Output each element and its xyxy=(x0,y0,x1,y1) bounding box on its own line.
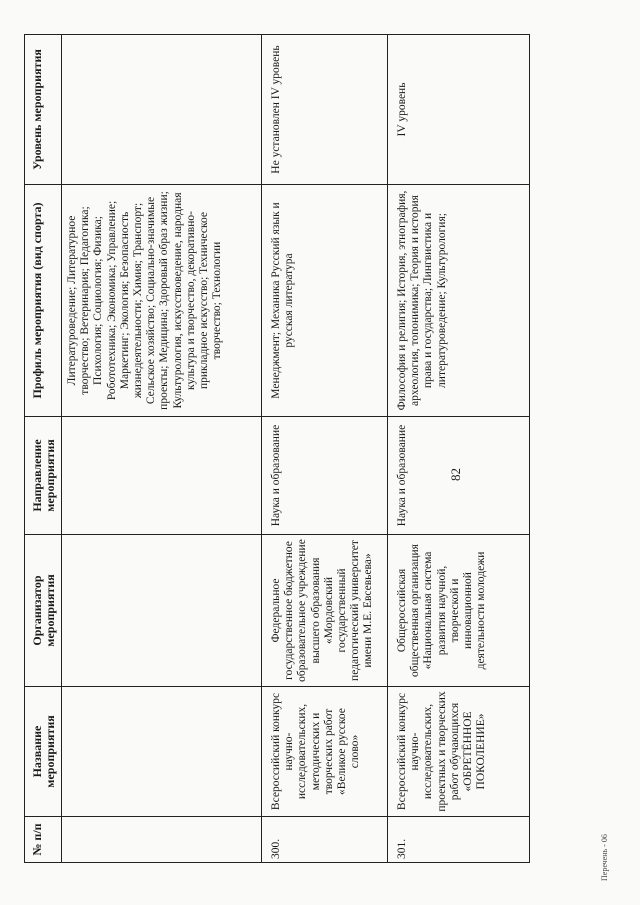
table-header-row xyxy=(25,35,62,863)
cell-num: 301. xyxy=(388,817,530,863)
cell-level: Не установлен IV уровень xyxy=(262,35,388,185)
cell-organizer: Федеральное государственное бюджетное образовательное учреждение высшего образования «Мордовский государственный педагогический университет имени М.Е. Евсевьева» xyxy=(262,535,388,687)
table-row xyxy=(62,35,262,863)
cell-name xyxy=(62,687,262,817)
events-table xyxy=(24,34,530,863)
cell-num: 300. xyxy=(262,817,388,863)
footer-text: Перечень - 06 xyxy=(600,834,609,881)
cell-name: Всероссийский конкурс научно-исследовательских, проектных и творческих работ обучающихся «ОБРЕТЁННОЕ ПОКОЛЕНИЕ» xyxy=(388,687,530,817)
table-row xyxy=(262,35,388,863)
page-number: 82 xyxy=(448,468,463,481)
table-row xyxy=(388,35,530,863)
cell-level xyxy=(62,35,262,185)
header-name: Название мероприятия xyxy=(25,687,62,817)
header-organizer: Организатор мероприятия xyxy=(25,535,62,687)
header-direction: Направление мероприятия xyxy=(25,417,62,535)
cell-direction: Наука и образование xyxy=(262,417,388,535)
cell-profile: Философия и религия; История, этнография, археология, топонимика; Теория и история права и государства; Лингвистика и литературоведение; Культурология; xyxy=(388,185,530,417)
header-level: Уровень мероприятия xyxy=(25,35,62,185)
cell-organizer: Общероссийская общественная организация «Национальная система развития научной, творческой и инновационной деятельности молодежи xyxy=(388,535,530,687)
cell-organizer xyxy=(62,535,262,687)
cell-num xyxy=(62,817,262,863)
header-profile: Профиль мероприятия (вид спорта) xyxy=(25,185,62,417)
header-num: № п/п xyxy=(25,817,62,863)
cell-profile: Литературоведение; Литературное творчество; Ветеринария; Педагогика; Психология; Социология; Физика; Робототехника; Экономика; Управление; Маркетинг; Экология; Безопасность жизнедеятельности; Химия; Транспорт; Сельское хозяйство; Социально-значимые проекты; Медицина; Здоровый образ жизни; Культурология, искусствоведение, народная культура и творчество, декоративно-прикладное искусство; Техническое творчество; Технологии xyxy=(62,185,262,417)
cell-direction: Наука и образование xyxy=(388,417,530,535)
cell-level: IV уровень xyxy=(388,35,530,185)
cell-direction xyxy=(62,417,262,535)
cell-profile: Менеджмент; Механика Русский язык и русская литература xyxy=(262,185,388,417)
cell-name: Всероссийский конкурс научно-исследовательских, методических и творческих работ «Великое русское слово» xyxy=(262,687,388,817)
